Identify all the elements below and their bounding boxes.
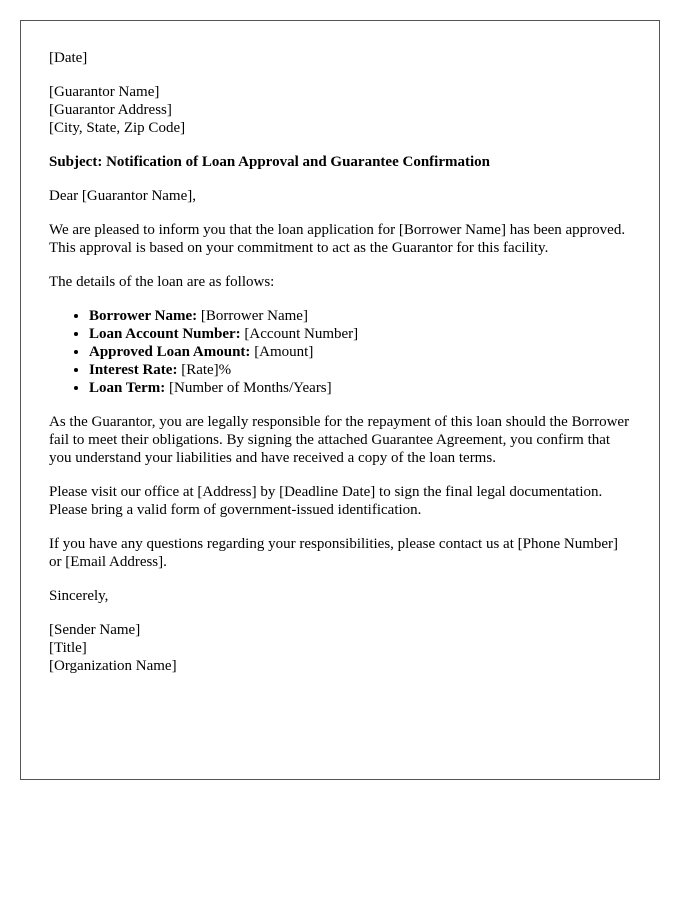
sender-name: [Sender Name] (49, 622, 141, 638)
detail-value: [Number of Months/Years] (165, 380, 332, 396)
detail-value: [Rate]% (177, 362, 232, 378)
signature-block (49, 621, 631, 675)
responsibility-paragraph: As the Guarantor, you are legally responsible for the repayment of this loan should the Borrower fail to meet their obligations. By signing the attached Guarantee Agreement, you confirm that you understand your liabilities and have received a copy of the loan terms. (49, 414, 630, 466)
recipient-name: [Guarantor Name] (49, 84, 160, 100)
detail-value: [Amount] (250, 344, 314, 360)
detail-account-number (89, 325, 631, 343)
detail-loan-amount (89, 343, 631, 361)
detail-label: Loan Term: (89, 380, 166, 396)
recipient-address: [Guarantor Address] (49, 102, 172, 118)
closing: Sincerely, (49, 588, 109, 604)
recipient-city-state-zip: [City, State, Zip Code] (49, 120, 186, 136)
subject-line: Subject: Notification of Loan Approval and Guarantee Confirmation (49, 154, 490, 170)
recipient-block (49, 83, 631, 137)
detail-label: Approved Loan Amount: (89, 344, 251, 360)
detail-label: Borrower Name: (89, 308, 198, 324)
visit-paragraph: Please visit our office at [Address] by [Deadline Date] to sign the final legal documentation. Please bring a valid form of government-issued identification. (49, 484, 603, 518)
detail-label: Interest Rate: (89, 362, 178, 378)
questions-paragraph: If you have any questions regarding your responsibilities, please contact us at [Phone Number] or [Email Address]. (49, 536, 619, 570)
letter-page (20, 20, 660, 780)
detail-label: Loan Account Number: (89, 326, 241, 342)
sender-organization: [Organization Name] (49, 658, 177, 674)
letter-date: [Date] (49, 50, 88, 66)
detail-value: [Borrower Name] (197, 308, 308, 324)
detail-value: [Account Number] (240, 326, 359, 342)
detail-borrower-name (89, 307, 631, 325)
intro-paragraph: We are pleased to inform you that the loan application for [Borrower Name] has been approved. This approval is based on your commitment to act as the Guarantor for this facility. (49, 222, 626, 256)
details-intro: The details of the loan are as follows: (49, 274, 275, 290)
detail-loan-term (89, 379, 631, 397)
loan-details-list (49, 307, 631, 397)
detail-interest-rate (89, 361, 631, 379)
salutation: Dear [Guarantor Name], (49, 188, 197, 204)
sender-title: [Title] (49, 640, 87, 656)
